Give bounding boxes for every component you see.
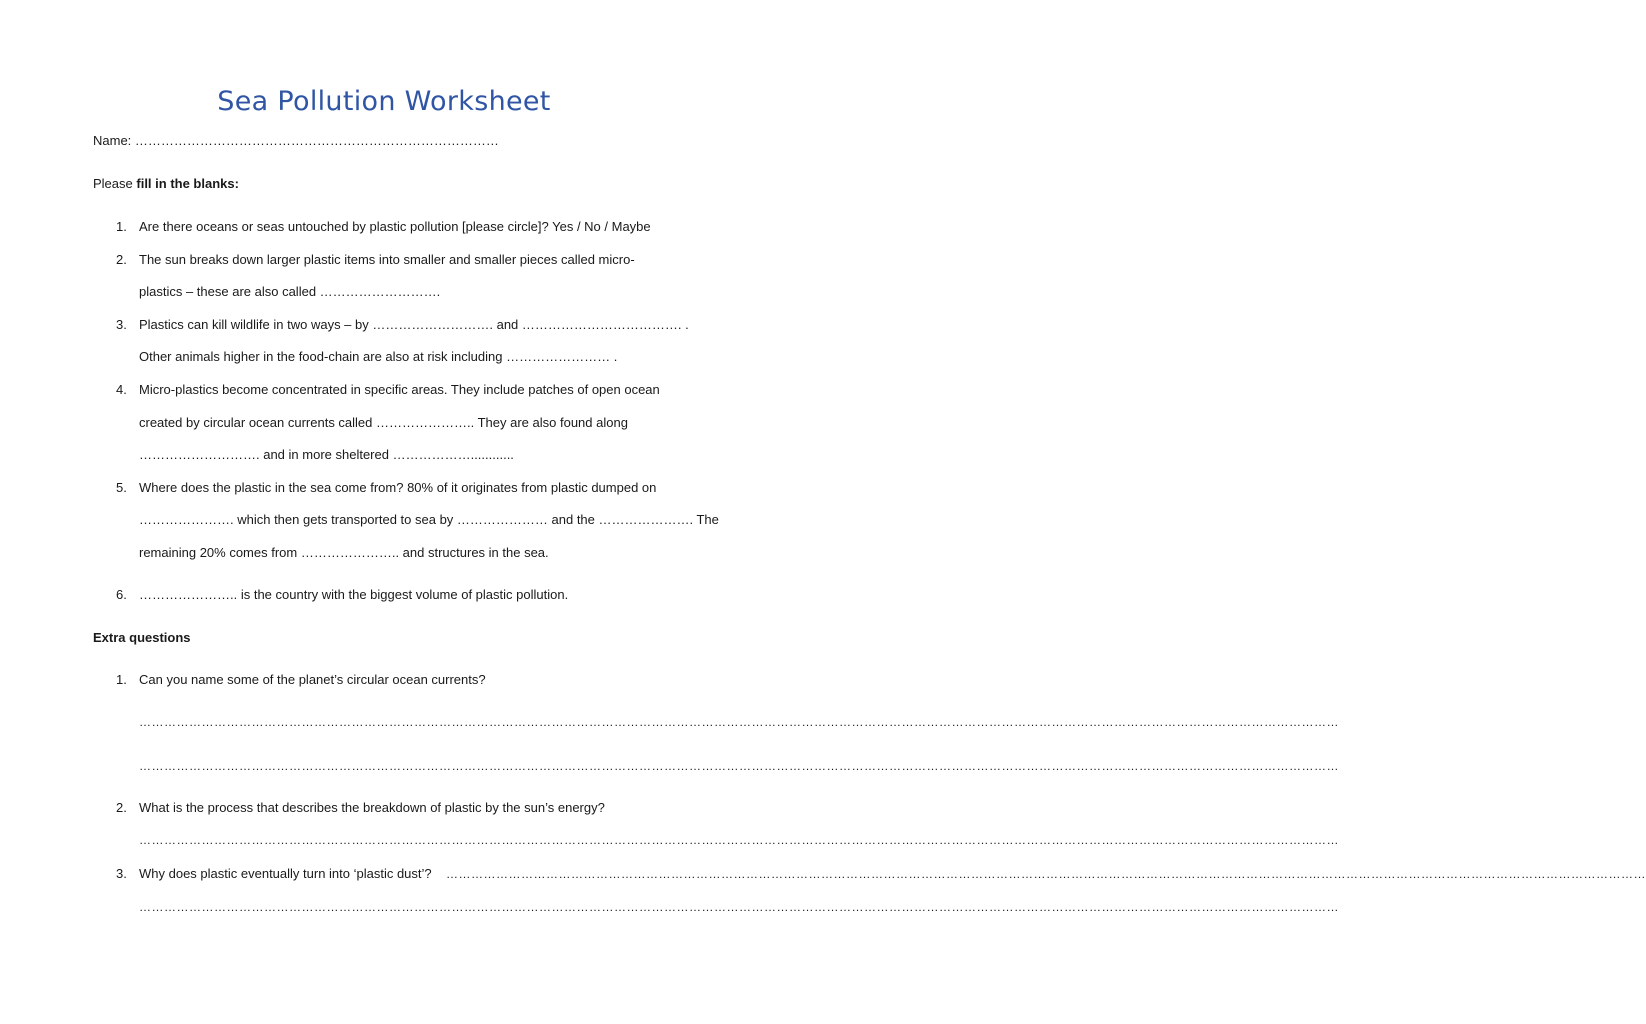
question-number: 4. bbox=[116, 382, 127, 397]
answer-line: ……………………………………………………………………………………………………………………………………………………………………………………………………………………………………………………………… bbox=[446, 867, 1646, 881]
question-line: plastics – these are also called ………………………. bbox=[139, 284, 441, 299]
extra-questions-heading: Extra questions bbox=[93, 630, 191, 645]
extra-question-number: 2. bbox=[116, 800, 127, 815]
name-line: Name: ………………………………………………………………………… bbox=[93, 133, 499, 148]
question-line: Plastics can kill wildlife in two ways – by ………………………. and ………………………………. . bbox=[139, 317, 689, 332]
extra-question-number: 3. bbox=[116, 866, 127, 881]
page-title: Sea Pollution Worksheet bbox=[217, 86, 551, 117]
question-line: …………………. which then gets transported to sea by ………………… and the …………………. The bbox=[139, 512, 719, 527]
question-line: ………………….. is the country with the biggest volume of plastic pollution. bbox=[139, 587, 569, 602]
question-line: remaining 20% comes from ………………….. and structures in the sea. bbox=[139, 545, 549, 560]
instruction-bold: fill in the blanks: bbox=[136, 176, 239, 191]
question-line: ………………………. and in more sheltered ………………............ bbox=[139, 447, 514, 462]
instruction-text bbox=[93, 176, 239, 192]
extra-question-text: Can you name some of the planet’s circular ocean currents? bbox=[139, 672, 486, 687]
question-line: Where does the plastic in the sea come from? 80% of it originates from plastic dumped on bbox=[139, 480, 657, 495]
answer-line: ……………………………………………………………………………………………………………………………………………………………………………………………………………………………………………………………… bbox=[139, 900, 1339, 914]
question-line: Other animals higher in the food-chain are also at risk including …………………… . bbox=[139, 349, 618, 364]
question-line: The sun breaks down larger plastic items into smaller and smaller pieces called micro- bbox=[139, 252, 635, 267]
answer-line: ……………………………………………………………………………………………………………………………………………………………………………………………………………………………………………………………… bbox=[139, 715, 1339, 729]
question-line: created by circular ocean currents called ………………….. They are also found along bbox=[139, 415, 628, 430]
question-line: Are there oceans or seas untouched by plastic pollution [please circle]? Yes / No / Maybe bbox=[139, 219, 651, 234]
instruction-prefix: Please bbox=[93, 176, 137, 191]
answer-line: ……………………………………………………………………………………………………………………………………………………………………………………………………………………………………………………………… bbox=[139, 833, 1339, 847]
extra-question-text: Why does plastic eventually turn into ‘plastic dust’? bbox=[139, 866, 432, 881]
question-line: Micro-plastics become concentrated in specific areas. They include patches of open ocean bbox=[139, 382, 660, 397]
question-number: 1. bbox=[116, 219, 127, 234]
answer-line: ……………………………………………………………………………………………………………………………………………………………………………………………………………………………………………………………… bbox=[139, 759, 1339, 773]
question-number: 3. bbox=[116, 317, 127, 332]
extra-question-text: What is the process that describes the breakdown of plastic by the sun’s energy? bbox=[139, 800, 605, 815]
extra-question-number: 1. bbox=[116, 672, 127, 687]
question-number: 5. bbox=[116, 480, 127, 495]
question-number: 2. bbox=[116, 252, 127, 267]
question-number: 6. bbox=[116, 587, 127, 602]
